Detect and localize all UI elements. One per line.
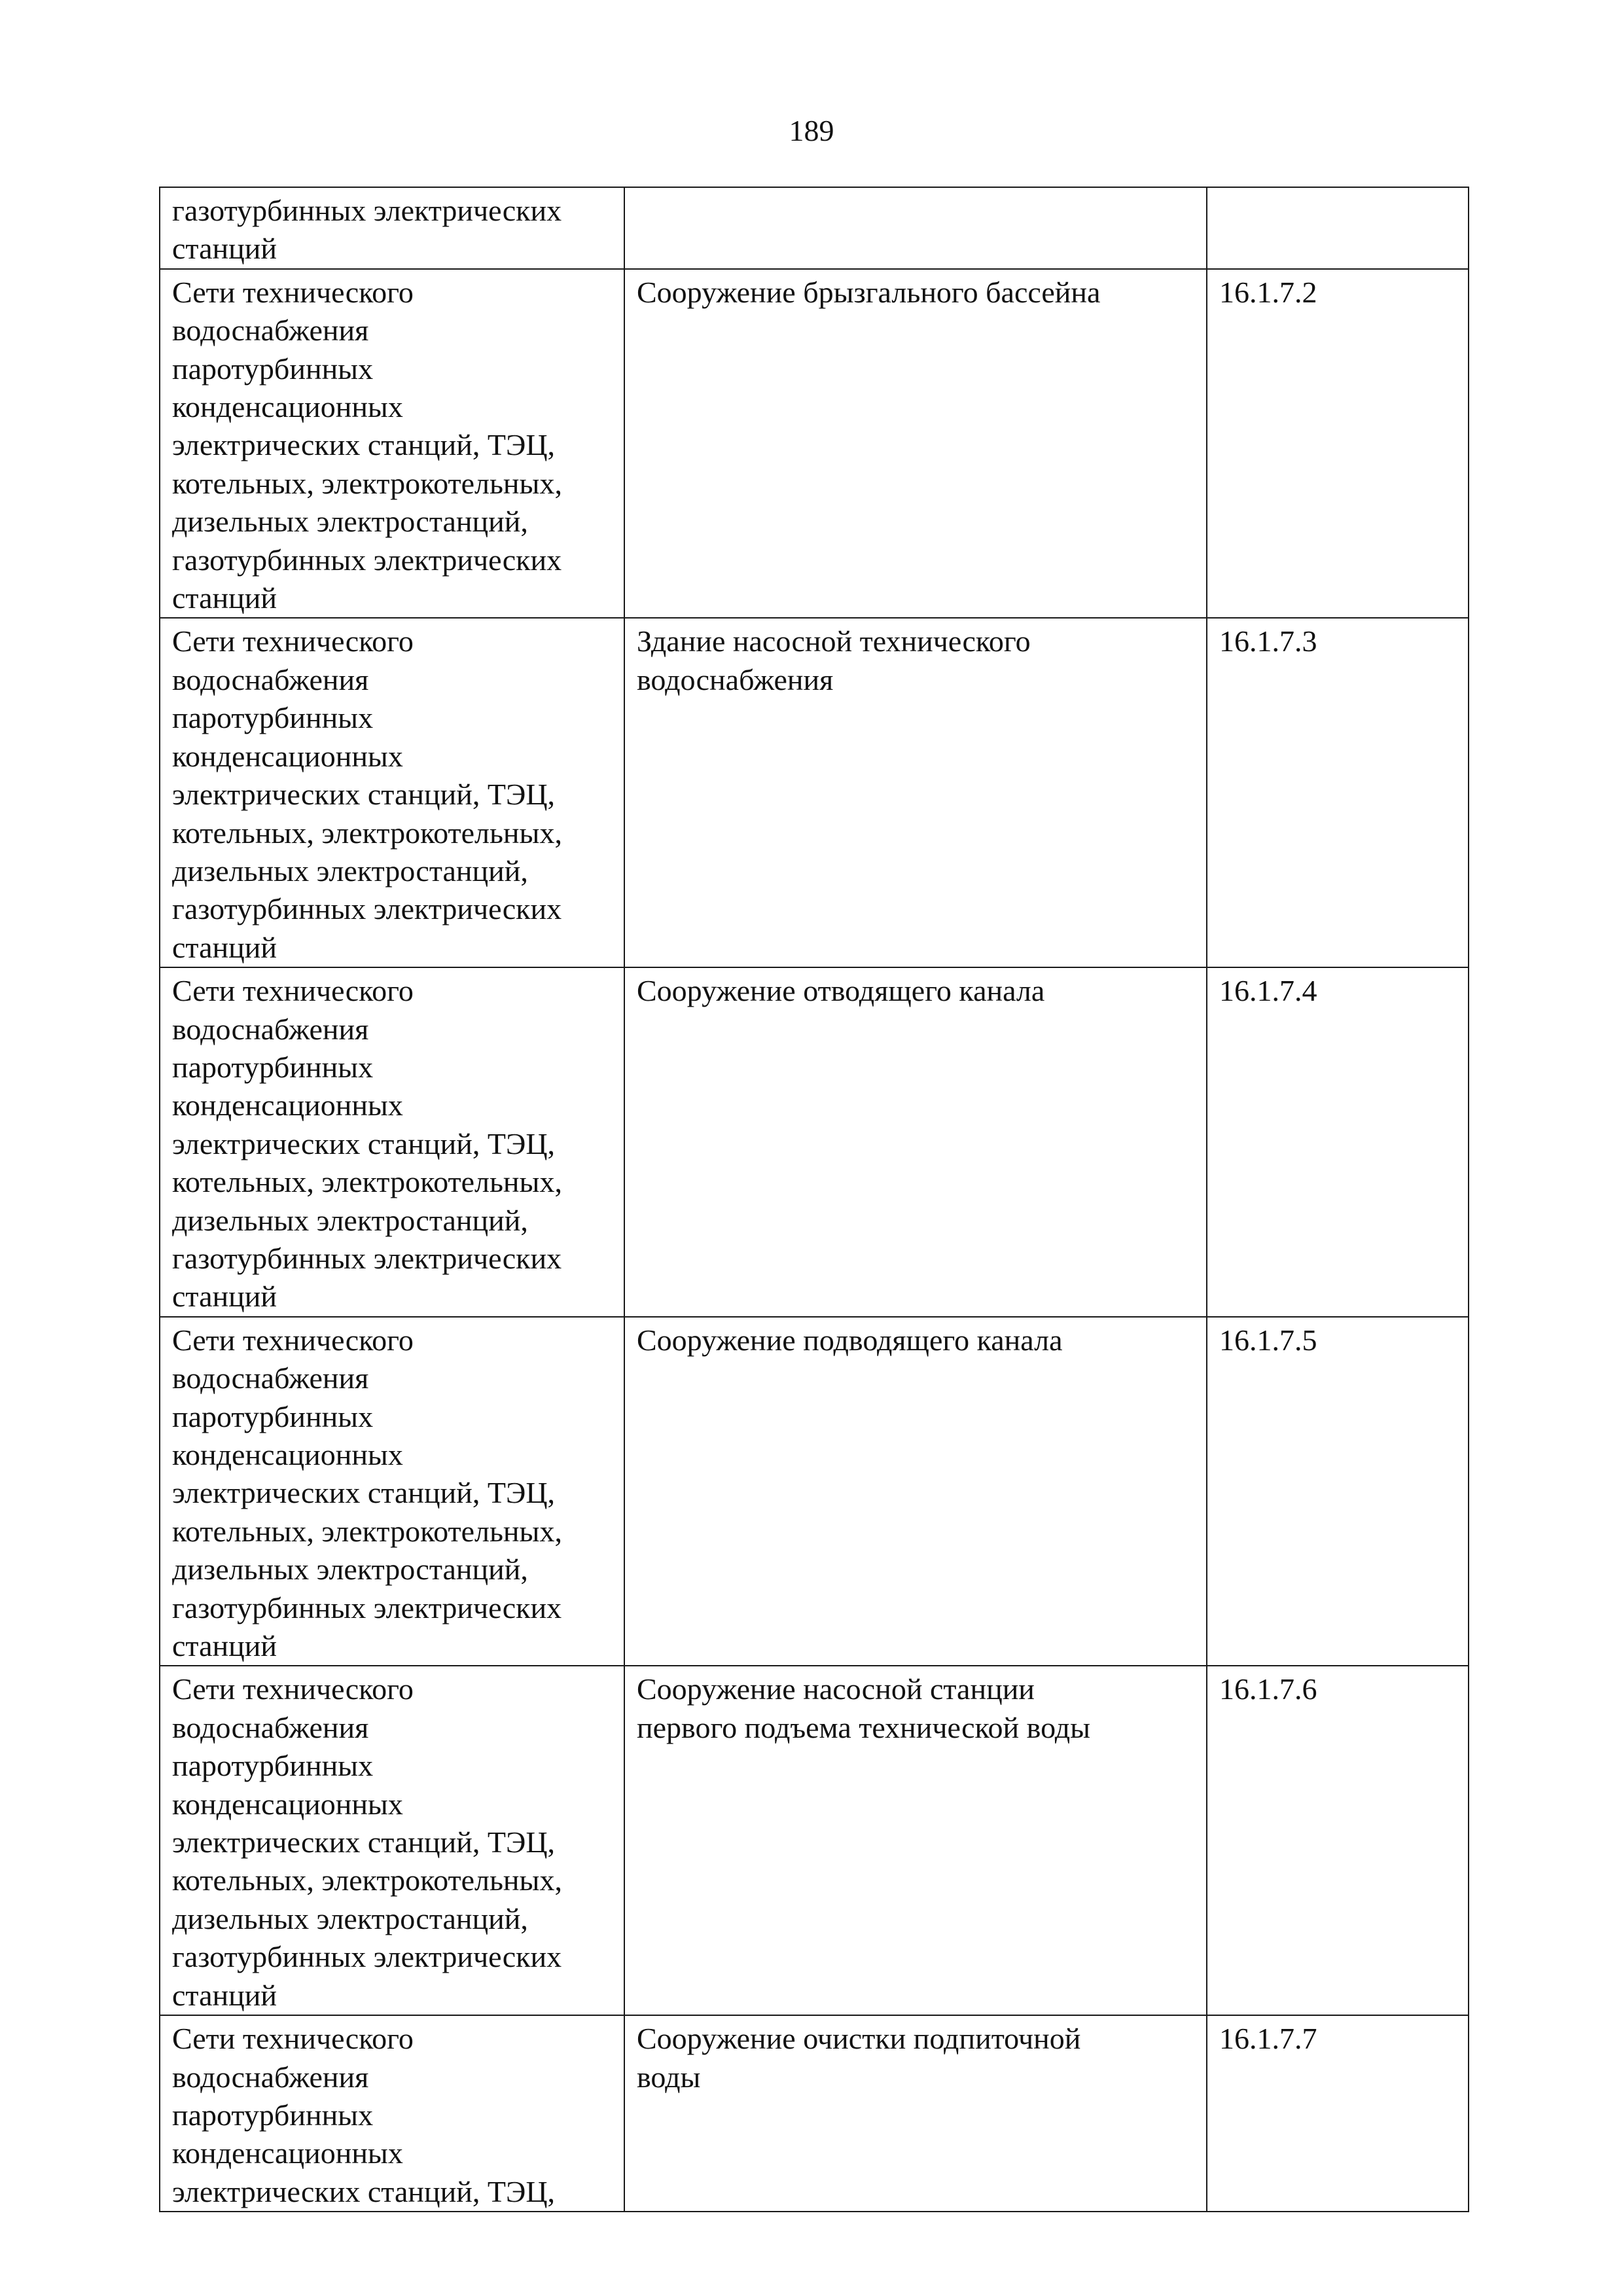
network-type-line: котельных, электрокотельных, [172,1165,562,1199]
network-type-line: Сети технического [172,275,414,309]
network-type-cell [160,1666,624,2015]
network-type-line: электрических станций, ТЭЦ, [172,1476,556,1510]
network-type-line: электрических станций, ТЭЦ, [172,1825,556,1859]
code-cell [1207,618,1469,967]
code-cell [1207,967,1469,1317]
network-type-line: электрических станций, ТЭЦ, [172,2174,556,2208]
network-type-line: дизельных электростанций, [172,1901,528,1935]
network-type-line: станций [172,232,277,266]
network-type-line: котельных, электрокотельных, [172,466,562,500]
facility-cell [624,967,1207,1317]
facility-line: Сооружение насосной станции [637,1672,1035,1706]
code-value: 16.1.7.7 [1219,2022,1317,2056]
network-type-line: станций [172,1280,277,1314]
network-type-line: электрических станций, ТЭЦ, [172,428,556,462]
network-type-line: котельных, электрокотельных, [172,1514,562,1548]
table-body [160,187,1469,2212]
facility-cell [624,1666,1207,2015]
code-cell [1207,2015,1469,2212]
code-cell [1207,269,1469,619]
table-row [160,618,1469,967]
facility-line: водоснабжения [637,662,834,696]
network-type-line: электрических станций, ТЭЦ, [172,1126,556,1160]
network-type-line: конденсационных [172,2136,403,2170]
table-row [160,269,1469,619]
network-type-line: станций [172,1629,277,1663]
network-type-line: Сети технического [172,1323,414,1357]
code-value: 16.1.7.6 [1219,1672,1317,1706]
table-row [160,1666,1469,2015]
network-type-line: газотурбинных электрических [172,1241,562,1275]
network-type-line: конденсационных [172,1088,403,1122]
network-type-line: паротурбинных [172,2098,374,2132]
network-type-line: газотурбинных электрических [172,892,562,926]
facility-cell [624,269,1207,619]
code-cell [1207,1317,1469,1666]
network-type-line: Сети технического [172,1672,414,1706]
table-row [160,967,1469,1317]
facility-line: Здание насосной технического [637,624,1031,658]
page-number: 189 [789,114,834,147]
network-type-line: водоснабжения [172,1012,369,1046]
facility-line: Сооружение подводящего канала [637,1323,1063,1357]
network-type-cell [160,187,624,269]
network-type-cell [160,967,624,1317]
code-cell [1207,1666,1469,2015]
network-type-line: водоснабжения [172,2060,369,2094]
network-type-line: водоснабжения [172,1710,369,1744]
network-type-line: паротурбинных [172,1050,374,1084]
network-type-line: газотурбинных электрических [172,1940,562,1974]
table-row [160,2015,1469,2212]
table-row [160,1317,1469,1666]
facility-line: Сооружение отводящего канала [637,974,1045,1008]
network-type-line: конденсационных [172,390,403,424]
classification-table [159,187,1469,2212]
network-type-line: Сети технического [172,974,414,1008]
network-type-line: водоснабжения [172,662,369,696]
network-type-line: котельных, электрокотельных, [172,816,562,850]
network-type-line: электрических станций, ТЭЦ, [172,778,556,812]
network-type-line: дизельных электростанций, [172,1552,528,1587]
code-value: 16.1.7.3 [1219,624,1317,658]
network-type-line: паротурбинных [172,351,374,386]
network-type-line: станций [172,1978,277,2012]
network-type-line: паротурбинных [172,701,374,735]
network-type-line: дизельных электростанций, [172,1203,528,1237]
table-row [160,187,1469,269]
network-type-line: дизельных электростанций, [172,853,528,888]
network-type-line: Сети технического [172,2022,414,2056]
network-type-line: паротурбинных [172,1399,374,1433]
network-type-line: конденсационных [172,1787,403,1821]
network-type-line: водоснабжения [172,314,369,348]
network-type-line: газотурбинных электрических [172,543,562,577]
network-type-line: газотурбинных электрических [172,1590,562,1624]
network-type-cell [160,1317,624,1666]
code-cell [1207,187,1469,269]
network-type-line: паротурбинных [172,1749,374,1783]
network-type-line: Сети технического [172,624,414,658]
code-value: 16.1.7.4 [1219,974,1317,1008]
network-type-cell [160,618,624,967]
network-type-line: станций [172,581,277,615]
network-type-line: дизельных электростанций, [172,505,528,539]
network-type-cell [160,2015,624,2212]
facility-line: первого подъема технической воды [637,1710,1091,1744]
facility-cell [624,187,1207,269]
facility-cell [624,2015,1207,2212]
code-value: 16.1.7.5 [1219,1323,1317,1357]
facility-line: Сооружение очистки подпиточной [637,2022,1081,2056]
facility-cell [624,618,1207,967]
network-type-line: газотурбинных электрических [172,194,562,227]
facility-line: Сооружение брызгального бассейна [637,275,1101,309]
network-type-line: станций [172,930,277,964]
facility-cell [624,1317,1207,1666]
network-type-line: котельных, электрокотельных, [172,1863,562,1897]
network-type-line: конденсационных [172,1438,403,1471]
code-value: 16.1.7.2 [1219,275,1317,309]
facility-line: воды [637,2060,701,2094]
network-type-cell [160,269,624,619]
network-type-line: конденсационных [172,739,403,773]
network-type-line: водоснабжения [172,1361,369,1395]
